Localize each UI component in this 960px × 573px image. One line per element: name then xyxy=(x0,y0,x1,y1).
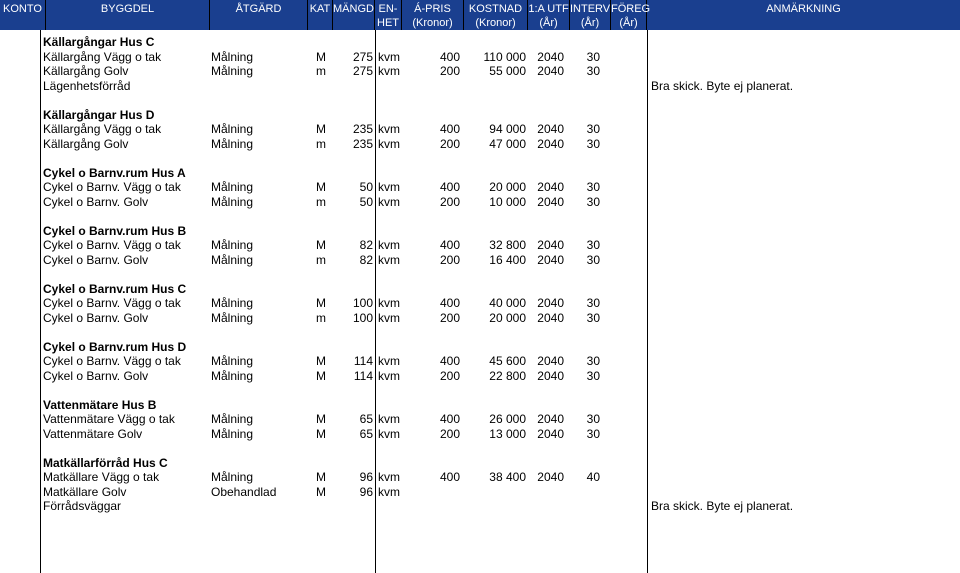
cell-interv: 30 xyxy=(586,49,600,64)
cell-atgard: Målning xyxy=(211,412,254,426)
cell-kostnad: 16 400 xyxy=(489,252,526,267)
cell-kat: m xyxy=(316,136,326,151)
cell-enhet: kvm xyxy=(378,368,400,383)
cell-mangd: 114 xyxy=(353,354,373,368)
cell-interv: 30 xyxy=(586,426,600,441)
cell-interv: 30 xyxy=(586,64,600,78)
cell-kostnad: 10 000 xyxy=(489,194,526,209)
cell-atgard: Målning xyxy=(211,122,254,136)
cell-byggdel: Cykel o Barnv. Golv xyxy=(43,194,149,209)
cell-byggdel: Cykel o Barnv. Vägg o tak xyxy=(43,296,181,310)
cell-kat: M xyxy=(316,354,326,368)
cell-apris: 200 xyxy=(439,252,460,267)
cell-kat: M xyxy=(316,484,326,499)
cell-apris: 400 xyxy=(439,354,460,368)
group-title: Cykel o Barnv.rum Hus C xyxy=(43,281,187,296)
cell-mangd: 65 xyxy=(359,426,373,441)
cell-enhet: kvm xyxy=(378,194,400,209)
cell-interv: 30 xyxy=(586,354,600,368)
cell-utf: 2040 xyxy=(537,49,564,64)
cell-utf: 2040 xyxy=(537,252,564,267)
cell-utf: 2040 xyxy=(537,180,564,194)
cell-mangd: 100 xyxy=(352,310,373,325)
cell-kostnad: 13 000 xyxy=(489,426,526,441)
cell-interv: 30 xyxy=(586,136,600,151)
cell-byggdel: Källargång Golv xyxy=(43,136,129,151)
cell-kostnad: 47 000 xyxy=(489,136,526,151)
cell-atgard: Målning xyxy=(211,64,254,78)
cell-mangd: 235 xyxy=(352,136,373,151)
group-title: Cykel o Barnv.rum Hus D xyxy=(43,339,187,354)
cell-apris: 200 xyxy=(439,426,460,441)
cell-mangd: 100 xyxy=(352,296,373,310)
cell-interv: 30 xyxy=(586,194,600,209)
cell-atgard: Målning xyxy=(211,252,254,267)
group-title: Källargångar Hus C xyxy=(43,35,155,49)
cell-anmarkning: Bra skick. Byte ej planerat. xyxy=(651,78,794,93)
cell-mangd: 275 xyxy=(352,49,373,64)
cell-atgard: Målning xyxy=(211,238,254,252)
cell-byggdel: Matkällare Golv xyxy=(43,484,127,499)
cell-utf: 2040 xyxy=(537,368,564,383)
cell-kostnad: 32 800 xyxy=(489,238,526,252)
grid-line xyxy=(375,30,376,573)
cell-enhet: kvm xyxy=(378,310,400,325)
cell-kat: M xyxy=(316,470,326,484)
cell-byggdel: Vattenmätare Vägg o tak xyxy=(43,412,175,426)
cell-enhet: kvm xyxy=(378,412,400,426)
header-apris: Á-PRIS (Kronor) xyxy=(402,0,464,30)
cell-kat: M xyxy=(316,368,326,383)
cell-interv: 30 xyxy=(586,310,600,325)
cell-utf: 2040 xyxy=(537,122,564,136)
cell-utf: 2040 xyxy=(537,426,564,441)
cell-enhet: kvm xyxy=(378,180,400,194)
cell-interv: 30 xyxy=(586,296,600,310)
header-mangd: MÄNGD xyxy=(333,0,375,30)
cell-mangd: 96 xyxy=(359,470,373,484)
cell-byggdel: Cykel o Barnv. Vägg o tak xyxy=(43,354,181,368)
header-enhet: EN- HET xyxy=(375,0,402,30)
cell-utf: 2040 xyxy=(537,296,564,310)
cell-interv: 30 xyxy=(586,252,600,267)
cell-utf: 2040 xyxy=(537,238,564,252)
cell-mangd: 96 xyxy=(359,484,373,499)
cell-enhet: kvm xyxy=(378,238,400,252)
cell-kat: M xyxy=(316,296,326,310)
cell-kostnad: 94 000 xyxy=(489,122,526,136)
cell-interv: 30 xyxy=(586,122,600,136)
cell-kostnad: 110 000 xyxy=(483,49,526,64)
cell-kat: m xyxy=(316,64,326,78)
header-foreg: FÖREG (År) xyxy=(611,0,647,30)
grid-line xyxy=(40,30,41,573)
cell-apris: 400 xyxy=(439,180,460,194)
cell-kostnad: 22 800 xyxy=(489,368,526,383)
cell-kat: m xyxy=(316,252,326,267)
header-kat: KAT xyxy=(308,0,333,30)
cell-anmarkning: Bra skick. Byte ej planerat. xyxy=(651,499,794,513)
cell-atgard: Målning xyxy=(211,470,254,484)
cell-kat: M xyxy=(316,238,326,252)
cell-byggdel: Cykel o Barnv. Golv xyxy=(43,252,149,267)
cell-enhet: kvm xyxy=(378,49,400,64)
group-title: Cykel o Barnv.rum Hus A xyxy=(43,165,186,180)
cell-atgard: Obehandlad xyxy=(211,484,277,499)
cell-kostnad: 20 000 xyxy=(489,310,526,325)
cell-byggdel: Förrådsväggar xyxy=(43,499,122,513)
cell-kat: M xyxy=(316,412,326,426)
cell-kat: m xyxy=(316,194,326,209)
cell-enhet: kvm xyxy=(378,136,400,151)
cell-enhet: kvm xyxy=(378,122,400,136)
header-atgard: ÅTGÄRD xyxy=(210,0,308,30)
cell-enhet: kvm xyxy=(378,354,400,368)
grid-line xyxy=(647,30,648,573)
cell-kostnad: 26 000 xyxy=(489,412,526,426)
cell-kat: M xyxy=(316,49,326,64)
cell-apris: 400 xyxy=(439,412,460,426)
cell-mangd: 50 xyxy=(359,194,373,209)
cell-interv: 40 xyxy=(586,470,600,484)
cell-byggdel: Cykel o Barnv. Vägg o tak xyxy=(43,238,181,252)
cell-utf: 2040 xyxy=(537,64,564,78)
cell-mangd: 50 xyxy=(359,180,373,194)
cell-kostnad: 45 600 xyxy=(489,354,526,368)
cell-apris: 400 xyxy=(439,49,460,64)
cell-apris: 400 xyxy=(439,296,460,310)
cell-mangd: 82 xyxy=(359,252,373,267)
cell-kat: M xyxy=(316,122,326,136)
header-utf: 1:A UTF (År) xyxy=(528,0,570,30)
cell-kostnad: 55 000 xyxy=(489,64,526,78)
cell-apris: 200 xyxy=(439,310,460,325)
cell-byggdel: Lägenhetsförråd xyxy=(43,78,131,93)
cell-mangd: 235 xyxy=(352,122,373,136)
cell-atgard: Målning xyxy=(211,136,254,151)
cell-kostnad: 38 400 xyxy=(489,470,526,484)
cell-kat: M xyxy=(316,426,326,441)
cell-atgard: Målning xyxy=(211,194,254,209)
cell-enhet: kvm xyxy=(378,484,400,499)
cell-mangd: 82 xyxy=(359,238,373,252)
cell-atgard: Målning xyxy=(211,368,254,383)
cell-kostnad: 20 000 xyxy=(489,180,526,194)
cell-interv: 30 xyxy=(586,180,600,194)
cell-mangd: 114 xyxy=(353,368,373,383)
group-title: Matkällarförråd Hus C xyxy=(43,455,168,470)
cell-kostnad: 40 000 xyxy=(489,296,526,310)
cell-byggdel: Cykel o Barnv. Golv xyxy=(43,310,149,325)
cell-interv: 30 xyxy=(586,412,600,426)
cell-mangd: 65 xyxy=(359,412,373,426)
group-title: Cykel o Barnv.rum Hus B xyxy=(43,223,187,238)
cell-byggdel: Matkällare Vägg o tak xyxy=(43,470,160,484)
cell-byggdel: Källargång Vägg o tak xyxy=(43,122,162,136)
header-byggdel: BYGGDEL xyxy=(46,0,210,30)
cell-apris: 200 xyxy=(439,194,460,209)
cell-apris: 200 xyxy=(439,368,460,383)
cell-atgard: Målning xyxy=(211,426,254,441)
cell-utf: 2040 xyxy=(537,194,564,209)
cell-byggdel: Källargång Vägg o tak xyxy=(43,49,162,64)
cell-utf: 2040 xyxy=(537,470,564,484)
cell-byggdel: Källargång Golv xyxy=(43,64,129,78)
group-title: Vattenmätare Hus B xyxy=(43,397,157,412)
cell-enhet: kvm xyxy=(378,64,400,78)
cell-enhet: kvm xyxy=(378,296,400,310)
cell-atgard: Målning xyxy=(211,49,254,64)
table-header xyxy=(0,0,960,30)
header-anmarkning: ANMÄRKNING xyxy=(766,3,841,15)
cell-utf: 2040 xyxy=(537,310,564,325)
cell-apris: 400 xyxy=(439,238,460,252)
cell-byggdel: Cykel o Barnv. Golv xyxy=(43,368,149,383)
header-konto: KONTO xyxy=(0,0,46,30)
cell-interv: 30 xyxy=(586,368,600,383)
cell-enhet: kvm xyxy=(378,470,400,484)
cell-apris: 400 xyxy=(439,122,460,136)
cell-utf: 2040 xyxy=(537,136,564,151)
cell-atgard: Målning xyxy=(211,310,254,325)
cell-apris: 400 xyxy=(439,470,460,484)
header-interv: INTERV (År) xyxy=(570,0,611,30)
cell-mangd: 275 xyxy=(352,64,373,78)
cell-atgard: Målning xyxy=(211,296,254,310)
cell-byggdel: Cykel o Barnv. Vägg o tak xyxy=(43,180,181,194)
cell-byggdel: Vattenmätare Golv xyxy=(43,426,143,441)
group-title: Källargångar Hus D xyxy=(43,107,155,122)
cell-enhet: kvm xyxy=(378,426,400,441)
cell-interv: 30 xyxy=(586,238,600,252)
header-kostnad: KOSTNAD (Kronor) xyxy=(464,0,528,30)
cell-enhet: kvm xyxy=(378,252,400,267)
cell-apris: 200 xyxy=(439,64,460,78)
cell-utf: 2040 xyxy=(537,354,564,368)
cell-kat: M xyxy=(316,180,326,194)
cell-atgard: Målning xyxy=(211,354,254,368)
cell-kat: m xyxy=(316,310,326,325)
cell-utf: 2040 xyxy=(537,412,564,426)
cell-atgard: Målning xyxy=(211,180,254,194)
cell-apris: 200 xyxy=(439,136,460,151)
